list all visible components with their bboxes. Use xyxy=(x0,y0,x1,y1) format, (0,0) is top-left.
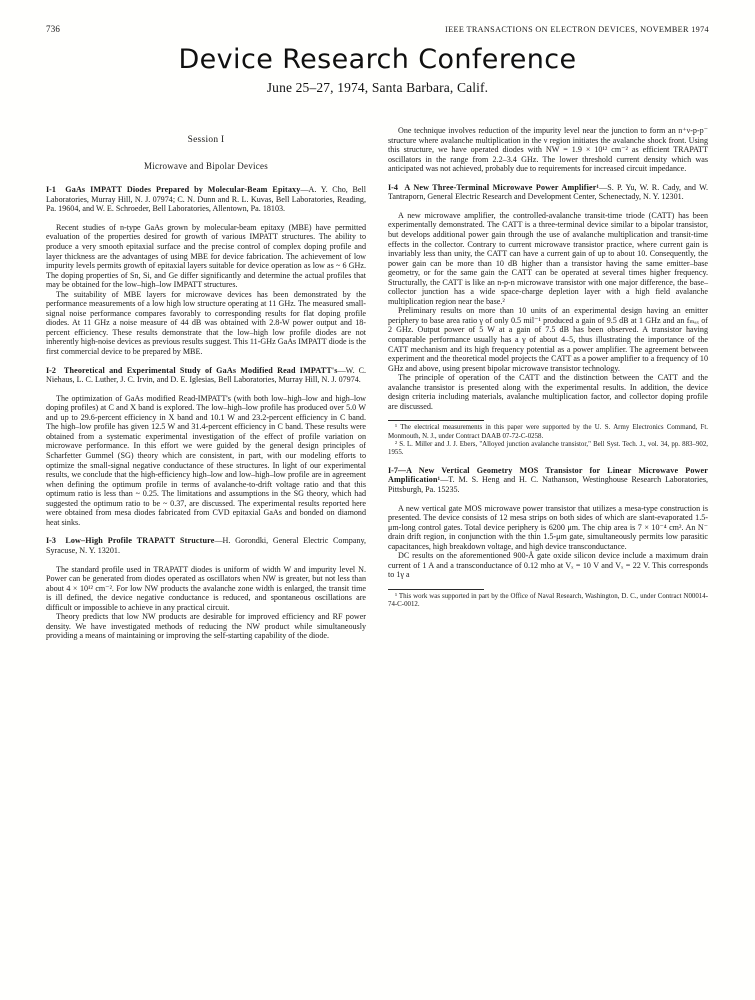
paper-i2-para-1: The optimization of GaAs modified Read-IMPATT's (with both low–high–low and high–low doping profiles) at C and X band is explored. The low–high–low profile has produced over 5.0 W and up to 29.6-percent efficiency in X band and 10.1 W and 23.2-percent efficiency in C band. The high–low profile has given 12.5 W and 31.4-percent efficiency in C band. These results were obtained from a systematic experimental investigation of the effect of profile variation on microwave performance. In this effort we were guided by the general design principles of Scharfetter Gummel (SG) theory which are consistent, in part, with our modeling efforts to optimize the small-signal negative conductance of these structures. In light of our experimental results, we conclude that the high-efficiency high–low and low–high–low profile are in agreement when defining the optimum profile in terms of avalanche-to-drift voltage ratio and that this optimum ratio is less than ~ 0.25. The limitations and assumptions in the SG theory, which had suggested the optimum ratio to be ~ 0.37, are discussed. The experimental results reported here were obtained from mesa diodes fabricated from CVD epitaxial GaAs and bonded on diamond heat sinks. xyxy=(46,393,366,527)
spacer xyxy=(388,457,708,466)
paper-authors-i3: —H. Gorondki, General Electric Company, Syracuse, N. Y. 13201. xyxy=(46,536,366,555)
paper-title-i2: Theoretical and Experimental Study of GaAs Modified Read IMPATT's xyxy=(63,365,338,375)
paper-title-i4: A New Three-Terminal Microwave Power Amplifier¹ xyxy=(404,182,600,192)
spacer xyxy=(46,357,366,366)
journal-title: IEEE TRANSACTIONS ON ELECTRON DEVICES, NOVEMBER 1974 xyxy=(445,25,709,34)
paper-entry-i3 xyxy=(46,536,366,555)
paper-number-i7: I-7 xyxy=(388,465,398,475)
paper-i7-para-1: A new vertical gate MOS microwave power transistor that utilizes a mesa-type construction is presented. The device consists of 12 mesa strips on both sides of which are slant-evaporated 1.5-μm-long control gates. Total device periphery is 6200 μm. The chip area is 7 × 10⁻⁴ cm². An N⁻ drain drift region, in conjunction with the thin 1.5-μm gate, simultaneously permits low parasitic capacitances, high breakdown voltage, and high device transconductance. xyxy=(388,503,708,551)
conference-title: Device Research Conference xyxy=(178,44,577,75)
paper-i4-para-3: The principle of operation of the CATT and the distinction between the CATT and the avalanche transistor is presented along with the experimental results. In addition, the device design criteria including materials, avalanche multiplication factor, and collector doping profile are discussed. xyxy=(388,373,708,411)
paper-i4-para-2: Preliminary results on more than 10 units of an experimental design having an emitter periphery to base area ratio γ of only 0.5 mil⁻¹ produced a gain of 9.5 dB at 1 GHz and an fₘₐₓ of 2 GHz. Output power of 5 W at a gain of 7.5 dB has been observed. A transistor having comparable performance usually has a γ of about 4–5, thus illustrating the importance of the CATT mechanism and its high frequency potential as a power amplifier. The agreement between experiment and the theoretical model projects the CATT as a power amplifier to a frequency of 10 GHz and above, using present bipolar microwave transistor technology. xyxy=(388,306,708,373)
paper-authors-i7: —T. M. S. Heng and H. C. Nathanson, Westinghouse Research Laboratories, Pittsburgh, Pa. 15235. xyxy=(388,475,708,494)
paper-i3-para-2: Theory predicts that low NW products are desirable for improved efficiency and RF power density. We have investigated methods of reducing the NW product while simultaneously providing a means of maintaining or improving the self-starting capability of the diode. xyxy=(46,612,366,641)
session-topic: Microwave and Bipolar Devices xyxy=(144,160,268,171)
footnote-1: ¹ The electrical measurements in this paper were supported by the U. S. Army Electronics Command, Ft. Monmouth, N. J., under Contract DAAB 07-72-C-0258. xyxy=(388,424,708,440)
paper-i3-para-1: The standard profile used in TRAPATT diodes is uniform of width W and impurity level N. Power can be generated from diodes operated as oscillators when NW is greater, but not less than about 4 × 10¹² cm⁻². For low NW products the avalanche zone width is enlarged, the transit time is ill defined, the device negative conductance is reduced, and spontaneous oscillations are difficult or impossible to achieve in any practical circuit. xyxy=(46,564,366,612)
left-column xyxy=(46,126,366,641)
paper-number-i4: I-4 xyxy=(388,182,398,192)
right-column xyxy=(388,126,708,641)
conference-subtitle: June 25–27, 1974, Santa Barbara, Calif. xyxy=(266,80,489,95)
paper-number-i3: I-3 xyxy=(46,536,56,546)
paper-title-i3: Low–High Profile TRAPATT Structure xyxy=(65,536,215,546)
footnote-divider xyxy=(388,420,484,421)
footnote-2: ² S. L. Miller and J. J. Ebers, "Alloyed junction avalanche transistor," Bell Syst. Tech. J., vol. 34, pp. 883–902, 1955. xyxy=(388,440,708,456)
paper-authors-i4: —S. P. Yu, W. R. Cady, and W. Tantraporn, General Electric Research and Development Center, Schenectady, N. Y. 12301. xyxy=(388,182,708,202)
paper-entry-i4 xyxy=(388,183,708,202)
paper-title-i1: GaAs IMPATT Diodes Prepared by Molecular-Beam Epitaxy xyxy=(65,185,301,195)
spacer xyxy=(388,174,708,183)
paper-authors-i1: —A. Y. Cho, Bell Laboratories, Murray Hill, N. J. 07974; C. N. Dunn and R. L. Kuvas, Bell Laboratories, Reading, Pa. 19604, and W. E. Schroeder, Bell Laboratories, Allentown, Pa. 18103. xyxy=(46,185,367,214)
paper-number-i1: I-1 xyxy=(46,185,56,195)
paper-entry-i2 xyxy=(46,366,366,385)
paper-title-i7: —A New Vertical Geometry MOS Transistor for Linear Microwave Power Amplification¹ xyxy=(388,465,708,485)
footnote-divider-bottom xyxy=(388,589,484,590)
page-number: 736 xyxy=(46,24,61,34)
running-head xyxy=(46,24,709,36)
session-label: Session I xyxy=(187,135,225,145)
paper-i1-para-1: Recent studies of n-type GaAs grown by molecular-beam epitaxy (MBE) have permitted evaluation of the properties desired for growth of various IMPATT structures. The ability to produce a very smooth epitaxial surface and the precise control of complex doping profile and layer thickness are the advantages of using MBE for device fabrication. The achievement of low impurity levels permits growth of epitaxial layers suitable for device operation as low as ~ 6 GHz. The doping properties of Sn, Si, and Ge differ significantly and determine the actual profiles that may be obtained for the low–high–low IMPATT structures. xyxy=(46,222,366,290)
paper-i1-para-2: The suitability of MBE layers for microwave devices has been demonstrated by the performance measurements of a low high low structure operating at 11 GHz. The measured small-signal noise performance compares favorably to corresponding results for flat doping profile diodes. At 11 GHz a noise measure of 44 dB was obtained with 2.8-W power output and 18-percent efficiency. These results demonstrate that the low–high low profile diodes are not inherently high-noise devices as previous results suggest. This 11-GHz GaAs IMPATT diode is the first commercial device to be prepared by MBE. xyxy=(46,289,366,356)
paper-entry-i1 xyxy=(46,185,366,214)
paper-number-i2: I-2 xyxy=(46,365,56,375)
paper-i7-para-2: DC results on the aforementioned 900-Å gate oxide silicon device include a maximum drain current of 1 A and a transconductance of 0.12 mho at Vₓ = 10 V and Vₓ = 22 V. This corresponds to 1γ a xyxy=(388,551,708,580)
footnote-bottom: ¹ This work was supported in part by the Office of Naval Research, Washington, D. C., under Contract N00014-74-C-0012. xyxy=(388,592,708,609)
body-columns xyxy=(46,126,709,641)
paper-authors-i2: —W. C. Niehaus, L. C. Luther, J. C. Irvin, and D. E. Iglesias, Bell Laboratories, Murray Hill, N. J. 07974. xyxy=(46,365,367,385)
paper-i3-para-3: One technique involves reduction of the impurity level near the junction to form an n⁺ν-p-p⁻ structure where avalanche multiplication in the ν region initiates the avalanche shock front. Using this structure, we have operated diodes with NW = 1.9 × 10¹² cm⁻² as efficient TRAPATT oscillators in the range from 2.2–3.4 GHz. The lower threshold current density which was anticipated was not achieved, probably due to requirements for increased circuit impedance. xyxy=(388,126,708,174)
paper-entry-i7 xyxy=(388,466,708,495)
spacer xyxy=(46,527,366,536)
paper-i4-para-1: A new microwave amplifier, the controlled-avalanche transit-time triode (CATT) has been experimentally demonstrated. The CATT is a three-terminal device similar to a bipolar transistor, but develops additional power gain through the use of avalanche multiplication and transit-time effects in the collector. Contrary to current microwave transistor practice, where current gain is invariably less than unity, the CATT can have a current gain of up to about 10. Consequently, the power gain can be more than 10 dB higher than a transistor having the same emitter–base geometry, or for the same gain the CATT can be operated at several times higher frequency. Structurally, the CATT is like an n-p-n microwave transistor with one major difference, the base–collector junction has a wide space-charge depletion layer with a high field avalanche multiplication region near the base.² xyxy=(388,210,708,306)
